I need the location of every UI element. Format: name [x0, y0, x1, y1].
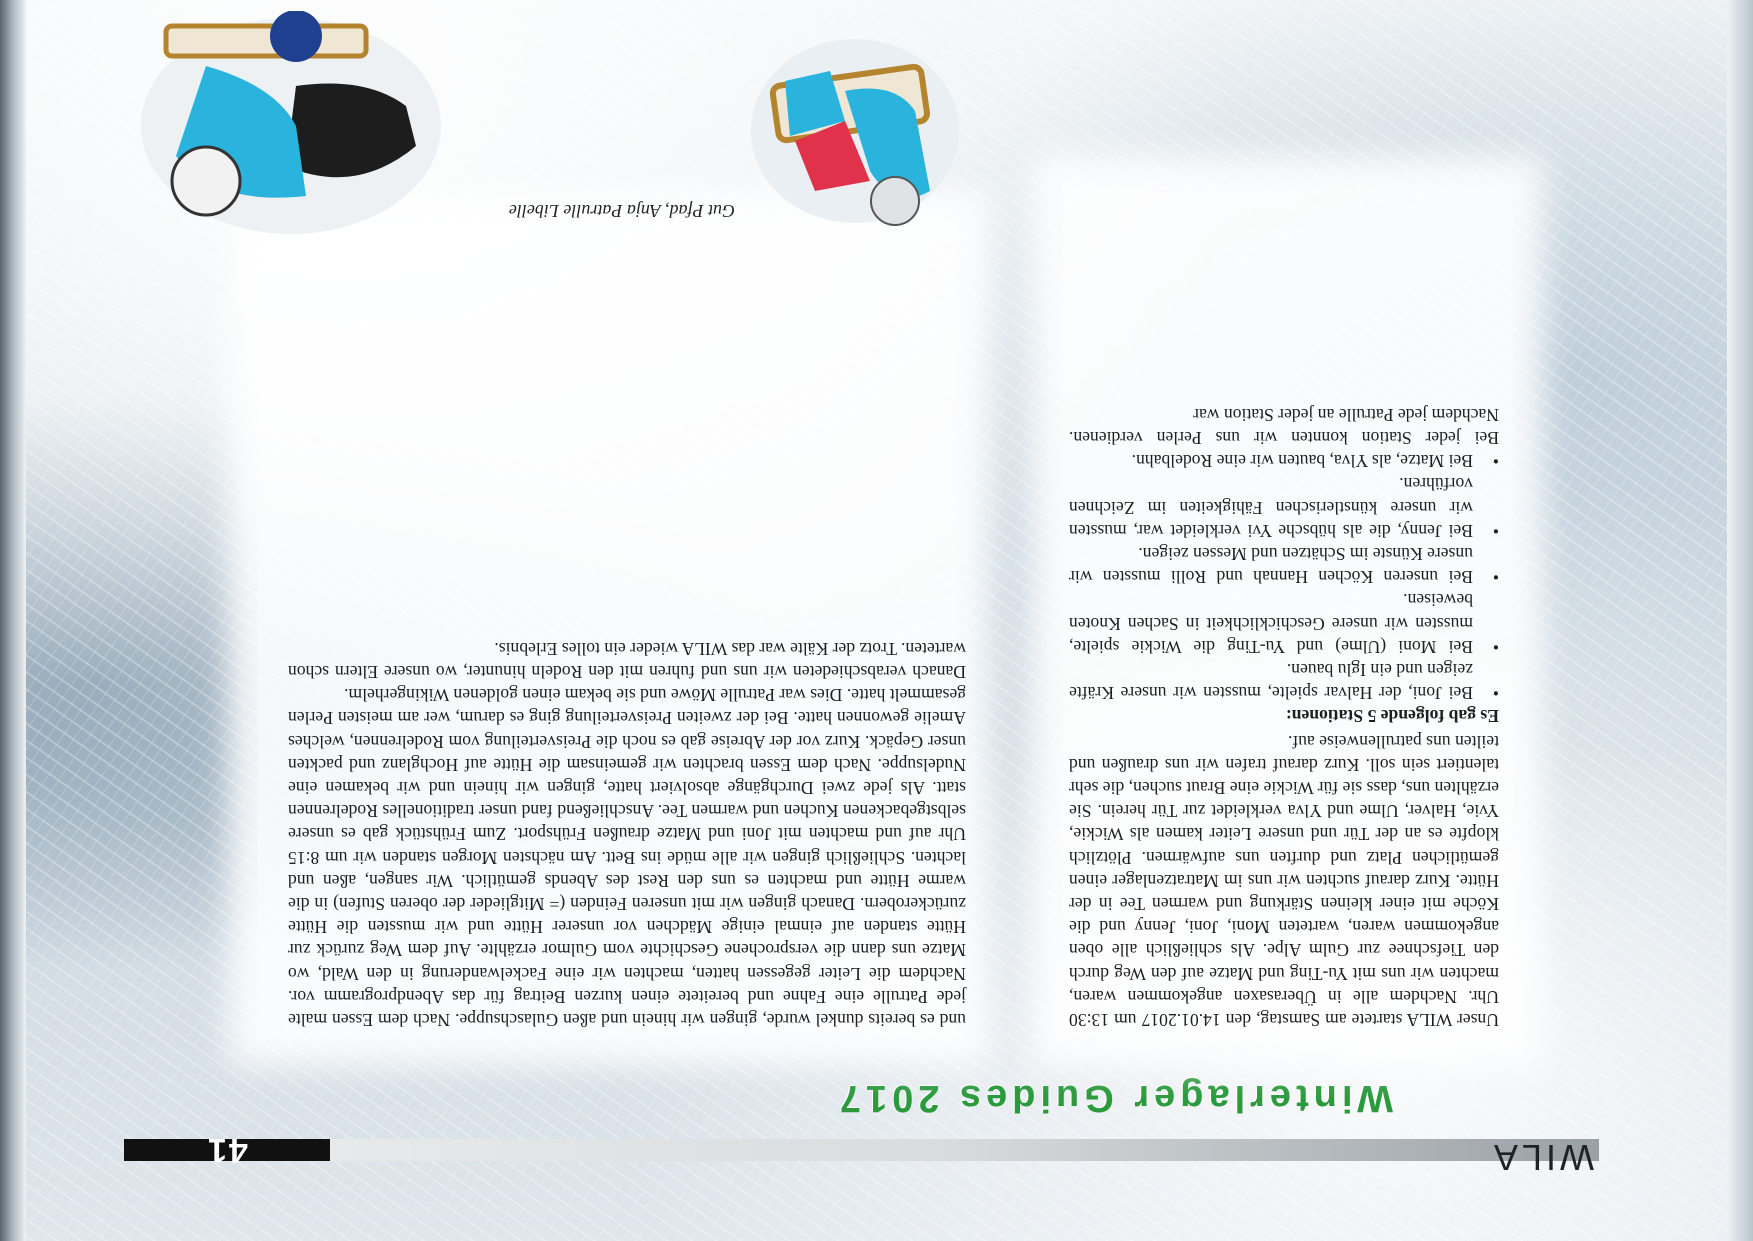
article-title: Winterlager Guides 2017	[834, 1077, 1393, 1119]
intro-paragraph: Unser WILA startete am Samstag, den 14.01.2017 um 13:30 Uhr. Nachdem alle in Überasaxen angekommen waren, machten wir uns mit Yu-Ting und Matze auf den Weg durch den Tiefschnee zur Gulm Alpe. Als schließlich alle oben angekommen waren, warteten Moni, Joni, Jenny und die Köche mit einer kleinen Stärkung und warmen Tee in der Hütte. Kurz darauf suchten wir uns im Matratzenlager einen gemütlichen Platz und durften uns aufwärmen. Plötzlich klopfte es an der Tür und unsere Leiter kamen als Wickie, Yvie, Halver, Ulme und Ylva verkleidet zur Tür herein. Sie erzählten uns, dass sie für Wickie eine Braut suchen, die sehr talentiert sein soll. Kurz darauf trafen wir uns draußen und teilten uns patrullenweise auf.	[1069, 731, 1499, 1030]
children-with-sled-photo	[750, 36, 965, 231]
header-bar	[129, 1139, 1599, 1161]
children-with-sled-photo	[141, 11, 446, 236]
sled-photo-left-drawing	[750, 36, 965, 231]
page-binding-right	[0, 0, 26, 1241]
station-item: • Bei Joni, der Halvar spielte, mussten wir unsere Kräfte zeigen und ein Iglu bauen.	[1069, 658, 1499, 704]
station-item: • Bei Matze, als Ylva, bauten wir eine Rodelbahn.	[1069, 449, 1499, 472]
page-binding-left	[1727, 0, 1753, 1241]
author-signature: Gut Pfad, Anja Patrulle Libelle	[508, 201, 735, 221]
body-paragraph: und es bereits dunkel wurde, gingen wir hinein und aßen Gulaschsuppe. Nach dem Essen malte jede Patrulle eine Fahne und bereitete einen kurzen Beitrag für das Abendprogramm vor. Nachdem die Leiter gegessen hatten, machten wir eine Fackelwanderung in den Wald, wo Matze uns dann die versprochene Geschichte vom Gulmor erzählte. Auf dem Weg zurück zur Hütte standen auf einmal einige Mädchen vor unserer Hütte und wir mussten die Hütte zurückerobern. Danach gingen wir mit unseren Feinden (= Mitglieder der oberen Stufen) in die warme Hütte und machten es uns den Rest des Abends gemütlich. Wir sangen, aßen und lachten. Schließlich gingen wir alle müde ins Bett. Am nächsten Morgen standen wir um 8:15 Uhr auf und machten mit Joni und Matze draußen Frühsport. Zum Frühstück gab es unsere selbstgebackenen Kuchen und warmen Tee. Anschließend fand unser traditionelles Rodelrennen statt. Als jede zwei Durchgänge absolviert hatte, gingen wir hinein und wir bekamen eine Nudelsuppe. Nach dem Essen brachten wir gemeinsam die Hütte auf Hochglanz und packten unser Gepäck. Kurz vor der Abreise gab es noch die Preisverteilung vom Rodelrennen, welches Amelie gewonnen hatte. Bei der zweiten Preisverteilung ging es darum, wer am meisten Perlen gesammelt hatte. Dies war Patrulle Möwe und sie bekam einen goldenen Wikingerhelm.	[288, 685, 966, 1030]
station-item: • Bei Jenny, die als hübsche Yvi verkleidet war, mussten wir unsere künstlerischen Fähigkeiten im Zeichnen vorführen.	[1069, 472, 1499, 542]
article-column-left	[1069, 403, 1499, 1031]
body-paragraph: Danach verabschiedeten wir uns und fuhren mit den Rodeln hinunter, wo unsere Eltern schon warteten. Trotz der Kälte war das WILA wieder ein tolles Erlebnis.	[288, 638, 966, 682]
stations-list	[1069, 449, 1499, 704]
sled-photo-right-drawing	[141, 11, 446, 236]
station-item: • Bei unseren Köchen Hannah und Rolli mussten wir unsere Künste im Schätzen und Messen zeigen.	[1069, 542, 1499, 588]
page-number: 41	[124, 1139, 330, 1161]
article-column-right	[288, 637, 966, 1031]
stations-heading: Es gab folgende 5 Stationen:	[1285, 706, 1499, 727]
station-item: • Bei Moni (Ulme) und Yu-Ting die Wickie spielte, mussten wir unsere Geschicklichkeit in Sachen Knoten beweisen.	[1069, 588, 1499, 658]
section-label: WILA	[1489, 1137, 1594, 1178]
closing-paragraph: Bei jeder Station konnten wir uns Perlen verdienen. Nachdem jede Patrulle an jeder Station war	[1069, 404, 1499, 448]
